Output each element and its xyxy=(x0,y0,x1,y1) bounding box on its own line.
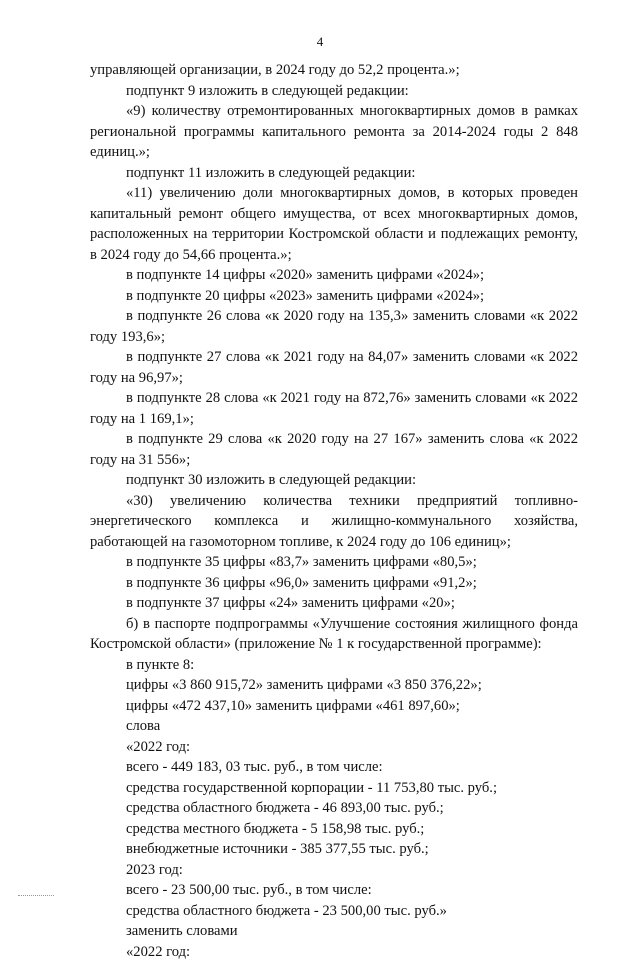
text-line: подпункт 9 изложить в следующей редакции: xyxy=(90,81,578,102)
paragraph-subitem-9: «9) количеству отремонтированных многоквартирных домов в рамках региональной программы капитального ремонта за 2014-2024 годы 2 848 единиц.»; xyxy=(90,101,578,163)
text-line: 2023 год: xyxy=(90,860,578,881)
text-line: в подпункте 35 цифры «83,7» заменить цифрами «80,5»; xyxy=(90,552,578,573)
paragraph-subitem-27: в подпункте 27 слова «к 2021 году на 84,07» заменить словами «к 2022 году на 96,97»; xyxy=(90,347,578,388)
text-line: подпункт 30 изложить в следующей редакции: xyxy=(90,470,578,491)
text-line: средства областного бюджета - 23 500,00 тыс. руб.» xyxy=(90,901,578,922)
text-line: подпункт 11 изложить в следующей редакции: xyxy=(90,163,578,184)
text-line: средства местного бюджета - 5 158,98 тыс. руб.; xyxy=(90,819,578,840)
text-line: в подпункте 37 цифры «24» заменить цифрами «20»; xyxy=(90,593,578,614)
text-line: управляющей организации, в 2024 году до 52,2 процента.»; xyxy=(90,60,578,81)
text-line: всего - 23 500,00 тыс. руб., в том числе: xyxy=(90,880,578,901)
text-line: заменить словами xyxy=(90,921,578,942)
text-line: слова xyxy=(90,716,578,737)
text-line: «2022 год: xyxy=(90,737,578,758)
paragraph-subitem-26: в подпункте 26 слова «к 2020 году на 135,3» заменить словами «к 2022 году 193,6»; xyxy=(90,306,578,347)
document-body xyxy=(90,60,578,962)
text-line: цифры «472 437,10» заменить цифрами «461 897,60»; xyxy=(90,696,578,717)
footer-mark xyxy=(18,895,54,896)
text-line: «2022 год: xyxy=(90,942,578,962)
text-line: средства областного бюджета - 46 893,00 тыс. руб.; xyxy=(90,798,578,819)
text-line: в пункте 8: xyxy=(90,655,578,676)
text-line: всего - 449 183, 03 тыс. руб., в том числе: xyxy=(90,757,578,778)
text-line: в подпункте 14 цифры «2020» заменить цифрами «2024»; xyxy=(90,265,578,286)
page-number: 4 xyxy=(0,32,640,53)
text-line: внебюджетные источники - 385 377,55 тыс. руб.; xyxy=(90,839,578,860)
paragraph-subitem-11: «11) увеличению доли многоквартирных домов, в которых проведен капитальный ремонт общего имущества, от всех многоквартирных домов, расположенных на территории Костромской области и подлежащих ремонту, в 2024 году до 54,66 процента.»; xyxy=(90,183,578,265)
paragraph-subitem-28: в подпункте 28 слова «к 2021 году на 872,76» заменить словами «к 2022 году на 1 169,1»; xyxy=(90,388,578,429)
text-line: в подпункте 36 цифры «96,0» заменить цифрами «91,2»; xyxy=(90,573,578,594)
paragraph-subitem-29: в подпункте 29 слова «к 2020 году на 27 167» заменить слова «к 2022 году на 31 556»; xyxy=(90,429,578,470)
paragraph-subitem-30: «30) увеличению количества техники предприятий топливно-энергетического комплекса и жилищно-коммунального хозяйства, работающей на газомоторном топливе, к 2024 году до 106 единиц»; xyxy=(90,491,578,553)
text-line: средства государственной корпорации - 11 753,80 тыс. руб.; xyxy=(90,778,578,799)
paragraph-item-b: б) в паспорте подпрограммы «Улучшение состояния жилищного фонда Костромской области» (приложение № 1 к государственной программе): xyxy=(90,614,578,655)
text-line: цифры «3 860 915,72» заменить цифрами «3 850 376,22»; xyxy=(90,675,578,696)
text-line: в подпункте 20 цифры «2023» заменить цифрами «2024»; xyxy=(90,286,578,307)
